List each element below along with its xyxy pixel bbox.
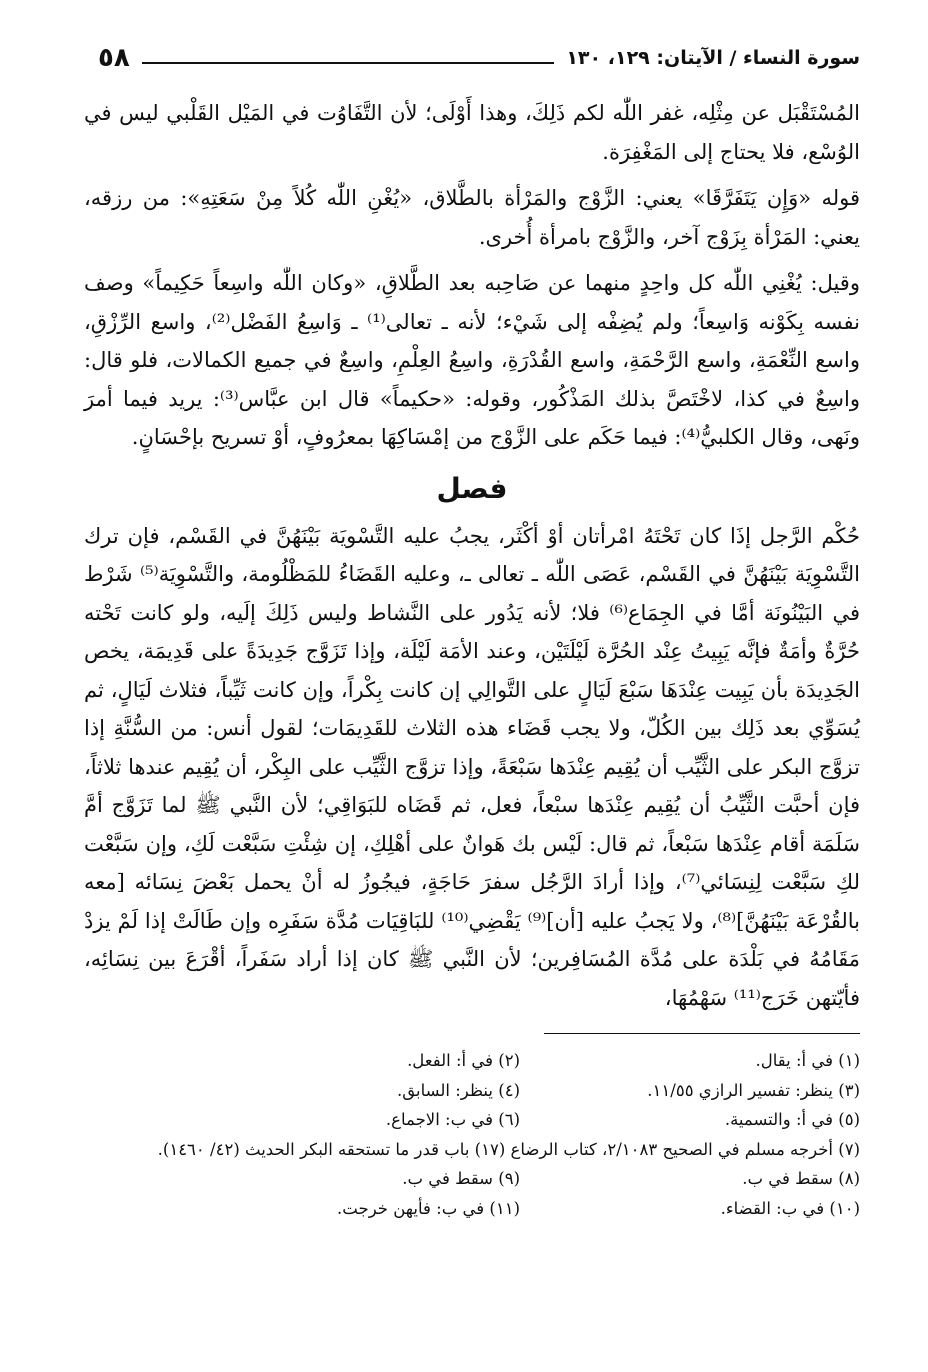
footnote-row bbox=[84, 1076, 860, 1106]
footnote-row bbox=[84, 1164, 860, 1194]
footnote-6: (٦) في ب: الاجماع. bbox=[385, 1110, 520, 1129]
footnote-10: (١٠) في ب: القضاء. bbox=[720, 1198, 860, 1218]
book-page bbox=[84, 38, 860, 1338]
running-head: سورة النساء / الآيتان: ١٢٩، ١٣٠ bbox=[566, 47, 860, 69]
page-header bbox=[84, 38, 860, 78]
footnote-row bbox=[84, 1046, 860, 1076]
footnote-9: (٩) سقط في ب. bbox=[402, 1169, 520, 1188]
footnote-11: (١١) في ب: فأيهن خرجت. bbox=[337, 1198, 520, 1218]
footnote-row bbox=[84, 1194, 860, 1224]
section-title: فصل bbox=[436, 471, 508, 505]
footnote-3: (٣) ينظر: تفسير الرازي ١١/٥٥. bbox=[647, 1080, 860, 1100]
paragraph-1: المُسْتَقْبَل عن مِثْلِه، غفر اللّٰه لكم ذَلِكَ، وهذا أَوْلَى؛ لأن التَّفَاوُت في المَيْل القَلْبي ليس في الوُسْع، فلا يحتاج إلى المَغْفِرَة. bbox=[84, 101, 860, 164]
header-rule bbox=[142, 62, 555, 64]
paragraph-2: قوله «وَإِن يَتَفَرَّقَا» يعني: الزَّوْج والمَرْأة بالطَّلاق، «يُغْنِ اللّٰه كُلاً مِنْ سَعَتِهِ»: من رزقه، يعني: المَرْأة بِزَوْج آخر، والزَّوْج بامرأة أُخرى. bbox=[84, 186, 860, 249]
footnotes bbox=[84, 1046, 860, 1223]
footnote-4: (٤) ينظر: السابق. bbox=[397, 1080, 520, 1100]
footnote-row bbox=[84, 1105, 860, 1135]
page-number: ٥٨ bbox=[98, 43, 130, 73]
footnote-5: (٥) في أ: والتسمية. bbox=[724, 1110, 860, 1129]
main-text bbox=[84, 94, 860, 1017]
footnote-rule bbox=[544, 1033, 860, 1034]
paragraph-3: وقيل: يُغْنِي اللّٰه كل واحِدٍ منهما عن صَاحِبه بعد الطَّلاقِ، «وكان اللّٰه واسِعاً حَكِيماً» وصف نفسه بِكَوْنه وَاسِعاً؛ ولم يُضِفْه إلى شَيْء؛ لأنه ـ تعالى⁽¹⁾ ـ وَاسِعُ الفَضْل⁽²⁾، واسع الرِّزْقِ، واسع النِّعْمَةِ، واسع الرَّحْمَةِ، واسع القُدْرَةِ، واسِعُ العِلْمِ، واسِعٌ في جميع الكمالات، فلو قال: واسِعٌ في كذا، لاخْتَصَّ بذلك المَذْكُور، وقوله: «حكيماً» قال ابن عبَّاس⁽³⁾: يريد فيما أمرَ ونَهى، وقال الكلبيُّ⁽⁴⁾: فيما حَكَم على الزَّوْج من إمْسَاكِهَا بمعرُوفٍ، أوْ تسريح بإحْسَانٍ. bbox=[84, 271, 860, 449]
footnote-7: (٧) أخرجه مسلم في الصحيح ٢/١٠٨٣، كتاب الرضاع (١٧) باب قدر ما تستحقه البكر الحديث (٤٢/ ١٤٦٠). bbox=[157, 1139, 860, 1159]
footnote-2: (٢) في أ: الفعل. bbox=[407, 1051, 520, 1070]
footnote-1: (١) في أ: يقال. bbox=[755, 1051, 860, 1070]
footnote-8: (٨) سقط في ب. bbox=[742, 1169, 860, 1188]
section-paragraph: حُكْم الرَّجل إذَا كان تَحْتَهُ امْرأتان أوْ أكْثَر، يجبُ عليه التَّسْويَة بَيْنَهُنَّ في القَسْم، فإن ترك التَّسْوِيَة بَيْنَهُنَّ في القَسْم، عَصَى اللّٰه ـ تعالى ـ، وعليه القَضَاءُ للمَظْلُومة، والتَّسْوِيَة⁽⁵⁾ شَرْط في البَيْنُونَة أمَّا في الجِمَاع⁽⁶⁾ فلا؛ لأنه يَدُور على النَّشاط وليس ذَلِكَ إلَيه، ولو كانت تَحْته حُرَّةٌ وأمَةٌ فإنَّه يَبِيتُ عِنْد الحُرَّة لَيْلَتَيْن، وعند الأمَة لَيْلَة، وإذا تَزَوَّج جَدِيدَةً على قَدِيمَة، يخص الجَدِيدَة بأن يَبِيت عِنْدَهَا سَبْعَ لَيَالٍ على التَّوالِي إن كانت بِكْراً، وإن كانت ثَيِّباً، فثلاث لَيَالٍ، ثم يُسَوِّي بعد ذَلِك بين الكُلّ، ولا يجب قَضَاء هذه الثلاث للقَدِيمَات؛ لقول أنس: من السُّنَّةِ إذا تزوَّج البكر على الثَّيِّب أن يُقِيم عِنْدَها سَبْعَةً، وإذا تزوَّج الثَّيِّب على البِكْر، أن يُقِيم عندها ثلاثاً، فإن أحبَّت الثَّيِّبُ أن يُقِيم عِنْدَها سبْعاً، فعل، ثم قَضَاه للبَوَاقِي؛ لأن النَّبي ﷺ لما تَزَوَّج أمَّ سَلَمَة أقام عِنْدَها سَبْعاً، ثم قال: لَيْس بك هَوانٌ على أهْلِكِ، إن شِئْتِ سَبَّعْت لَكِ، وإن سَبَّعْت لكِ سَبَّعْت لِنِسَائي⁽⁷⁾، وإذا أرادَ الرَّجُل سفرَ حَاجَةٍ، فيجُوزُ له أنْ يحمل بَعْضَ نِسَائه [معه بالقُرْعَة بَيْنَهُنَّ]⁽⁸⁾، ولا يَجبُ عليه [أن]⁽⁹⁾ يَقْضِي⁽¹⁰⁾ للبَاقِيَات مُدَّة سَفَرِه وإن طَالَتْ إذا لَمْ يزدْ مَقَامُهُ في بَلْدَة على مُدَّة المُسَافِرين؛ لأن النَّبي ﷺ كان إذا أراد سَفَراً، أقْرَعَ بين نِسَائِه، فأيّتهن خَرَج⁽¹¹⁾ سَهْمُهَا، bbox=[84, 523, 860, 1010]
